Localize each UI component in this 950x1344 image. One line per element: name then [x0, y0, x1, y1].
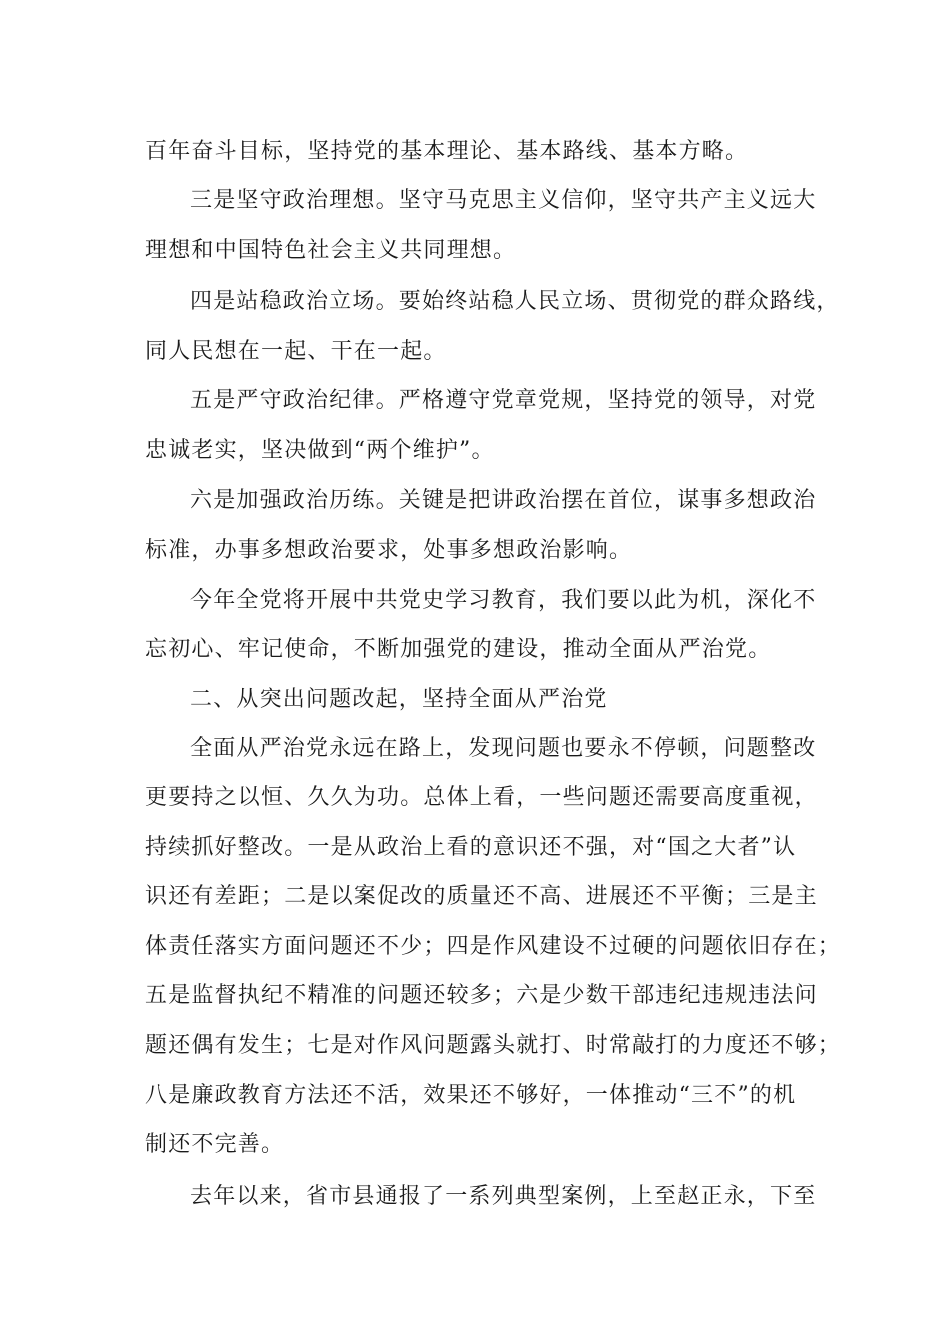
text-line-11: 忘初心、牢记使命，不断加强党的建设，推动全面从严治党。	[145, 637, 772, 662]
text-line-14: 更要持之以恒、久久为功。总体上看，一些问题还需要高度重视，	[145, 785, 818, 810]
text-line-15: 持续抓好整改。一是从政治上看的意识还不强，对“国之大者”认	[145, 835, 797, 860]
text-line-10: 今年全党将开展中共党史学习教育，我们要以此为机，深化不	[190, 588, 817, 613]
text-line-19: 题还偶有发生；七是对作风问题露头就打、时常敲打的力度还不够；	[145, 1033, 842, 1058]
text-line-20: 八是廉政教育方法还不活，效果还不够好，一体推动“三不”的机	[145, 1083, 797, 1108]
text-line-17: 体责任落实方面问题还不少；四是作风建设不过硬的问题依旧存在；	[145, 934, 842, 959]
text-line-7: 忠诚老实，坚决做到“两个维护”。	[145, 438, 495, 463]
text-line-2: 三是坚守政治理想。坚守马克思主义信仰，坚守共产主义远大	[190, 188, 817, 213]
text-line-6: 五是严守政治纪律。严格遵守党章党规，坚持党的领导，对党	[190, 388, 817, 413]
text-line-16: 识还有差距；二是以案促改的质量还不高、进展还不平衡；三是主	[145, 884, 818, 909]
text-line-4: 四是站稳政治立场。要始终站稳人民立场、贯彻党的群众路线，	[190, 289, 840, 314]
text-line-5: 同人民想在一起、干在一起。	[145, 339, 447, 364]
text-line-13: 全面从严治党永远在路上，发现问题也要永不停顿，问题整改	[190, 736, 817, 761]
text-line-18: 五是监督执纪不精准的问题还较多；六是少数干部违纪违规违法问	[145, 983, 818, 1008]
text-line-3: 理想和中国特色社会主义共同理想。	[145, 238, 517, 263]
text-line-22: 去年以来，省市县通报了一系列典型案例，上至赵正永，下至	[190, 1184, 817, 1209]
text-line-8: 六是加强政治历练。关键是把讲政治摆在首位，谋事多想政治	[190, 488, 817, 513]
text-line-21: 制还不完善。	[145, 1132, 285, 1157]
text-line-9: 标准，办事多想政治要求，处事多想政治影响。	[145, 538, 633, 563]
text-line-1: 百年奋斗目标，坚持党的基本理论、基本路线、基本方略。	[145, 139, 749, 164]
section-heading: 二、从突出问题改起，坚持全面从严治党	[190, 687, 608, 712]
